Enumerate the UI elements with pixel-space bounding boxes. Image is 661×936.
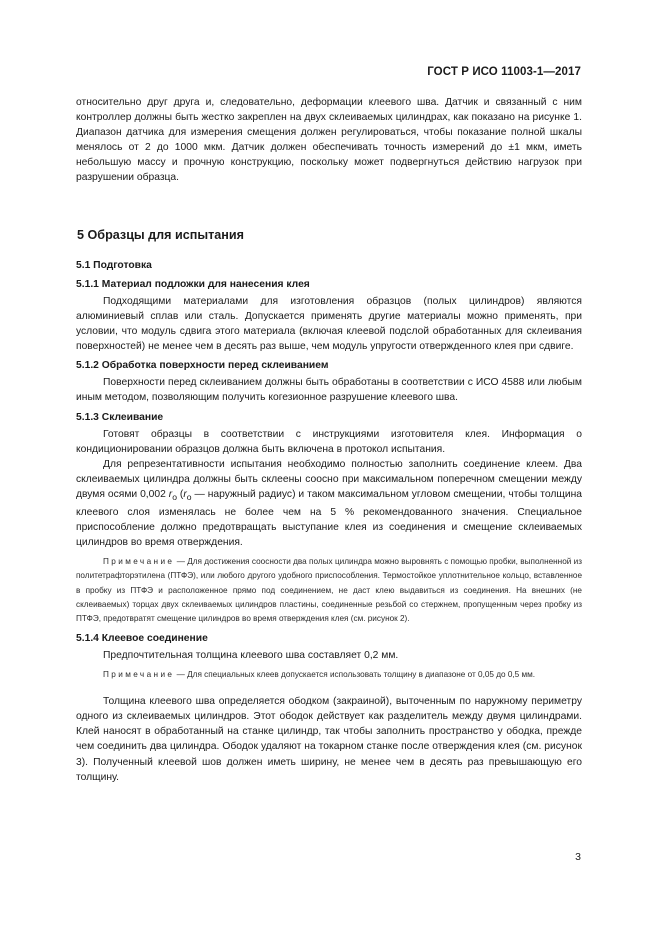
section-5-1-4-note bbox=[76, 668, 582, 682]
document-code: ГОСТ Р ИСО 11003-1—2017 bbox=[427, 66, 581, 78]
page-number: 3 bbox=[575, 851, 581, 863]
page-content bbox=[76, 95, 582, 785]
section-5-1-3-text-1: Готовят образцы в соответствии с инструкциями изготовителя клея. Информация о кондиционировании образцов должна быть включена в протокол испытания. bbox=[76, 428, 582, 455]
section-5-1-2-heading: 5.1.2 Обработка поверхности перед склеиванием bbox=[76, 360, 329, 372]
section-5-1-3-heading: 5.1.3 Склеивание bbox=[76, 411, 164, 423]
section-5-1-1-text: Подходящими материалами для изготовления образцов (полых цилиндров) являются алюминиевый сплав или сталь. Допускается применять другие материалы можно применять, при условии, что модуль сдвига этого материала (включая клеевой подслой обработанных для склеивания поверхностей) не менее чем в десять раз выше, чем модуль упругости отвержденного клея при сдвиге. bbox=[76, 295, 582, 353]
intro-paragraph: относительно друг друга и, следовательно, деформации клеевого шва. Датчик и связанный с ним контроллер должны быть жестко закреплен на двух склеиваемых цилиндрах, как показано на рисунке 1. Диапазон датчика для измерения смещения должен регулироваться, чтобы показание полной шкалы менялось от 2 до 1000 мкм. Датчик должен обеспечивать точность измерений до ±1 мкм, иметь небольшую массу и прочную конструкцию, поскольку может подвергнуться действию нагрузок при разрушении образца. bbox=[76, 97, 582, 184]
r0-subscript: o bbox=[172, 492, 177, 503]
section-5-1-3-note bbox=[76, 555, 582, 625]
section-5-heading: 5 Образцы для испытания bbox=[77, 227, 245, 242]
note-label: Примечание bbox=[103, 557, 175, 567]
text-2-part-b: ( bbox=[177, 488, 184, 500]
r0-subscript-2: o bbox=[186, 492, 192, 503]
r0-symbol-2: r bbox=[183, 488, 187, 500]
section-5-1-4-text-1: Предпочтительная толщина клеевого шва составляет 0,2 мм. bbox=[103, 649, 399, 661]
text-2-part-a: Для репрезентативности испытания необходимо полностью заполнить соединение клеем. Два склеиваемых цилиндра должны быть склеены соосно при максимальном поперечном смещении между двумя осями 0,002 bbox=[76, 458, 582, 500]
note-text-2: — Для специальных клеев допускается использовать толщину в диапазоне от 0,05 до 0,5 мм. bbox=[174, 670, 536, 680]
section-5-1-4-text-2: Толщина клеевого шва определяется ободком (закраиной), выточенным по наружному периметру одного из склеиваемых цилиндров. Этот ободок действует как разделитель между двумя цилиндрами. Клей наносят в обработанный на станке цилиндр, так чтобы заполнить пространство у ободка, прежде чем соединить два цилиндра. Ободок удаляют на токарном станке после отверждения клея (см. рисунок 3). Полученный клеевой шов должен иметь ширину, не менее чем в десять раз превышающую его толщину. bbox=[76, 696, 582, 783]
section-5-1-2-text: Поверхности перед склеиванием должны быть обработаны в соответствии с ИСО 4588 или любым иным методом, позволяющим получить когезионное разрушение клеевого шва. bbox=[76, 377, 582, 404]
section-5-1-1-heading: 5.1.1 Материал подложки для нанесения клея bbox=[76, 278, 310, 290]
section-5-1-3-text-2 bbox=[76, 457, 582, 551]
section-5-1-heading: 5.1 Подготовка bbox=[76, 259, 152, 271]
text-2-part-c: — наружный радиус) и таком максимальном угловом смещении, чтобы толщина клеевого слоя изменялась не более чем на 5 % рекомендованного значения. Специальное приспособление должно предотвращать выступание клея из соединения и смещение склеиваемых цилиндров во время отверждения. bbox=[76, 488, 582, 549]
note-label-2: Примечание bbox=[103, 670, 175, 680]
r0-symbol: r bbox=[168, 488, 173, 500]
note-text: — Для достижения соосности два полых цилиндра можно выровнять с помощью пробки, выполненной из политетрафторэтилена (ПТФЭ), или любого другого удобного приспособления. Термостойкое уплотнительное кольцо, вставленное в пробку из ПТФЭ и расположенное прямо под соединением, не даст клею выдавиться из соединения. На внешних (не склеиваемых) торцах двух склеиваемых цилиндров пластины, соединенные резьбой со стержнем, пропущенным через пробку из ПТФЭ, предотвратят смещение цилиндров во время отверждения клея (см. рисунок 2). bbox=[76, 557, 582, 623]
section-5-1-4-heading: 5.1.4 Клеевое соединение bbox=[76, 632, 208, 644]
